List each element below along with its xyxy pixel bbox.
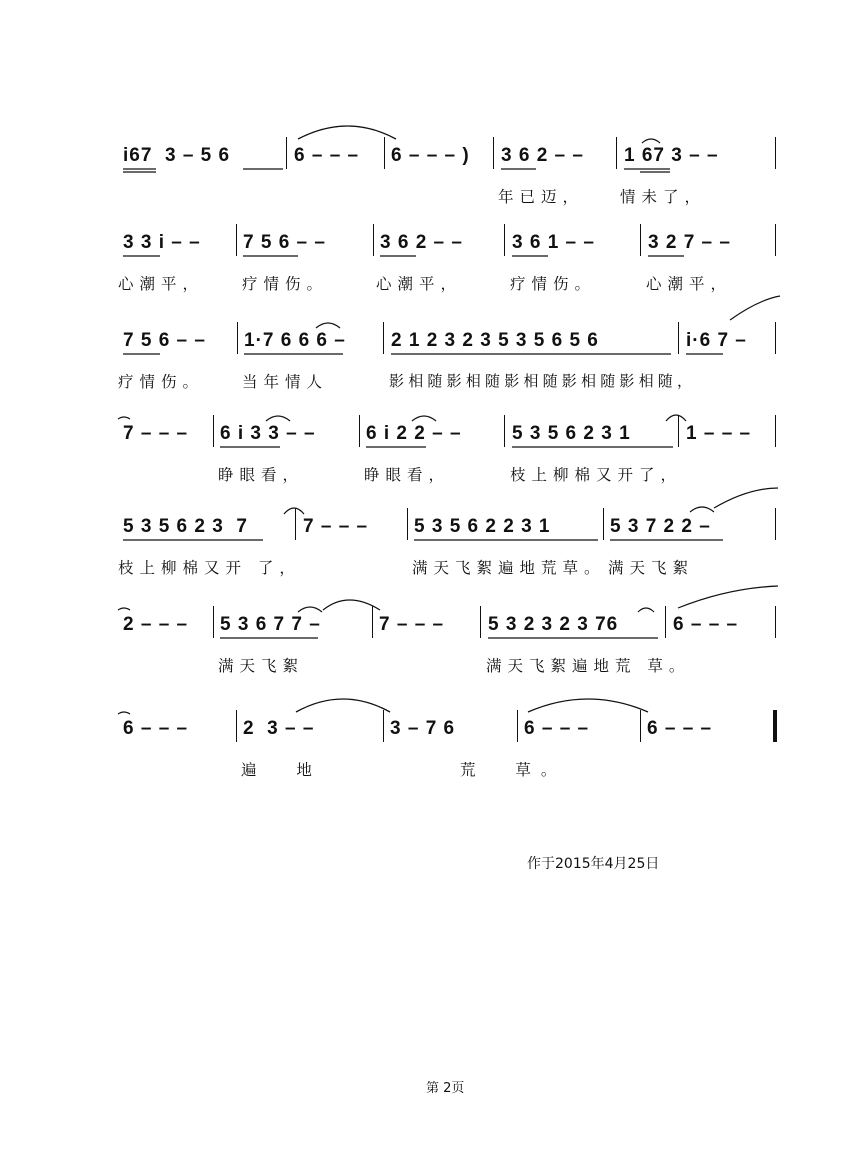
lyric-text: 满天飞絮 [218, 657, 305, 675]
lyrics-row [118, 370, 783, 392]
lyric-text: 心潮平， [118, 275, 205, 293]
measure-notes: 1·7 6 6 6 – [244, 330, 346, 351]
lyric-text: 遍 地 [241, 761, 322, 779]
lyric-text: 疗情伤。 [510, 275, 597, 293]
lyric-text: 影相随影相随影相随影相随影相随， [389, 372, 697, 390]
score-line-3 [118, 330, 783, 400]
score-line-5 [118, 516, 783, 586]
measure-notes: 2 – – – [123, 614, 189, 635]
measure-notes: 6 i 2 2 – – [366, 423, 462, 444]
lyrics-row [118, 654, 783, 676]
lyrics-row [118, 272, 783, 294]
lyric-text: 满天飞絮 [608, 559, 695, 577]
measure-notes: 7 5 6 – – [243, 232, 326, 253]
measure-notes: 6 – – – ) [391, 145, 470, 166]
measure-notes: 3 2 7 – – [648, 232, 731, 253]
score-line-6 [118, 614, 783, 684]
measure-notes: 6 i 3 3 – – [220, 423, 316, 444]
lyrics-row [118, 463, 783, 485]
lyric-text: 疗情伤。 [118, 373, 205, 391]
measure-notes: 7 – – – [379, 614, 445, 635]
score-line-7 [118, 718, 783, 788]
lyric-text: 满天飞絮遍地荒草。 [412, 559, 606, 577]
lyric-text: 荒 草。 [460, 761, 567, 779]
measure-notes: 6 – – – [123, 718, 189, 739]
measure-notes: 6 – – – [673, 614, 739, 635]
measure-notes: 6 – – – [647, 718, 713, 739]
lyrics-row [118, 185, 783, 207]
lyric-text: 枝上柳棉又开了， [510, 466, 683, 484]
lyric-text: 睁眼看， [364, 466, 451, 484]
measure-notes: 6 – – – [294, 145, 360, 166]
lyric-text: 情未了， [620, 188, 707, 206]
measure-notes: 7 – – – [303, 516, 369, 537]
lyrics-row [118, 758, 783, 780]
measure-notes: 5 3 7 2 2 – [610, 516, 711, 537]
lyrics-row [118, 556, 783, 578]
lyric-text: 疗情伤。 [242, 275, 329, 293]
score-line-1 [118, 145, 783, 215]
measure-notes: i67 3 – 5 6 [123, 145, 231, 166]
composition-date: 作于2015年4月25日 [527, 856, 660, 872]
lyric-text: 心潮平， [646, 275, 733, 293]
measure-notes: 3 6 2 – – [501, 145, 584, 166]
score-line-2 [118, 232, 783, 302]
lyric-text: 年已迈， [498, 188, 585, 206]
measure-notes: 2 3 – – [243, 718, 315, 739]
measure-notes: 5 3 5 6 2 3 1 [512, 423, 631, 444]
lyric-text: 心潮平， [376, 275, 463, 293]
page-number: 第 2页 [426, 1081, 465, 1096]
score-line-4 [118, 423, 783, 493]
measure-notes: 5 3 5 6 2 2 3 1 [414, 516, 551, 537]
measure-notes: 1 67 3 – – [624, 145, 719, 166]
measure-notes: 5 3 2 3 2 3 76 [488, 614, 619, 635]
measure-notes: 3 6 2 – – [380, 232, 463, 253]
measure-notes: 6 – – – [524, 718, 590, 739]
measure-notes: 2 1 2 3 2 3 5 3 5 6 5 6 [391, 330, 599, 351]
measure-notes: 1 – – – [686, 423, 752, 444]
measure-notes: 5 3 6 7 7 – [220, 614, 321, 635]
lyric-text: 睁眼看， [218, 466, 305, 484]
measure-notes: 5 3 5 6 2 3 7 [123, 516, 248, 537]
lyric-text: 枝上柳棉又开 了， [118, 559, 301, 577]
lyric-text: 当年情人 [242, 373, 329, 391]
measure-notes: 7 – – – [123, 423, 189, 444]
measure-notes: 7 5 6 – – [123, 330, 206, 351]
measure-notes: 3 – 7 6 [390, 718, 456, 739]
lyric-text: 满天飞絮遍地荒 草。 [486, 657, 691, 675]
measure-notes: 3 6 1 – – [512, 232, 595, 253]
measure-notes: 3 3 i – – [123, 232, 201, 253]
measure-notes: i·6 7 – [686, 330, 747, 351]
